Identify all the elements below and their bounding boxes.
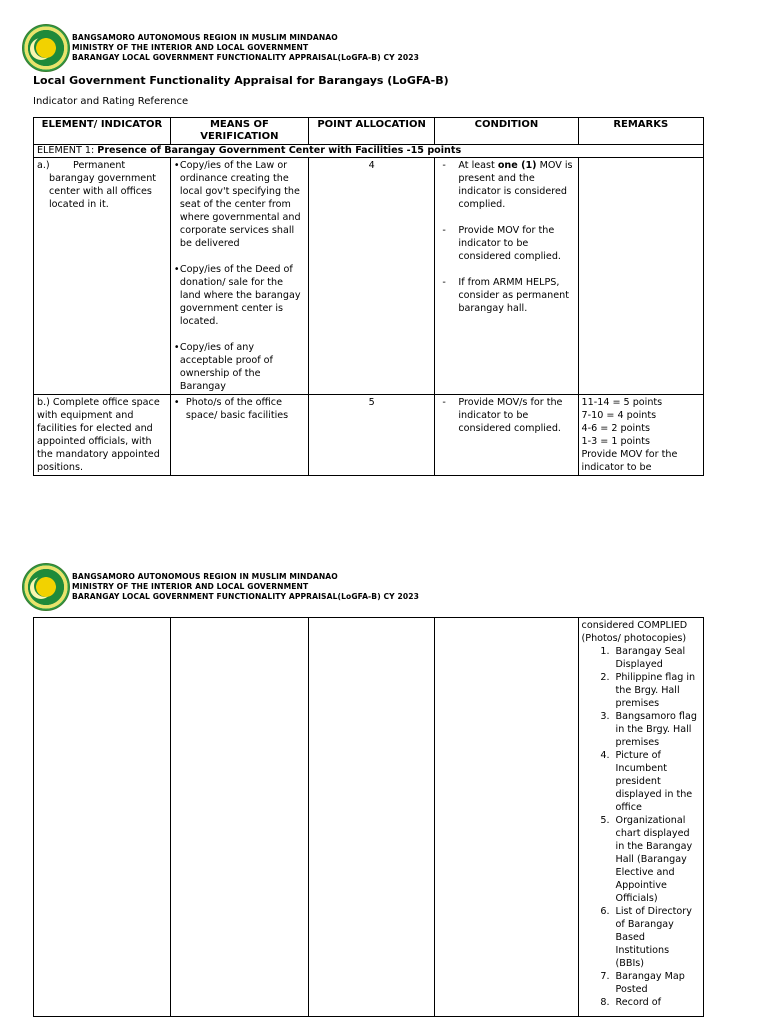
- mov-cont-cell: [170, 618, 308, 1017]
- indicator-a-cell: [34, 158, 171, 395]
- document-subtitle: Indicator and Rating Reference: [33, 96, 189, 107]
- remarks-b-line: 7-10 = 4 points: [581, 410, 657, 421]
- condition-a-cell: [435, 158, 578, 395]
- condition-a-1: At least one (1) MOV is present and the indicator is considered complied.: [458, 160, 573, 210]
- remarks-b-line: 4-6 = 2 points: [581, 423, 650, 434]
- list-item: 6. List of Directory of Barangay Based Institutions (BBIs): [600, 906, 692, 969]
- mov-a-cell: [170, 158, 308, 395]
- list-item: 3. Bangsamoro flag in the Brgy. Hall premises: [600, 711, 697, 748]
- document-page-2: [0, 548, 768, 1024]
- points-b-cell: 5: [308, 395, 434, 476]
- header-remarks: REMARKS: [578, 118, 703, 145]
- dash-icon: -: [442, 397, 446, 408]
- page-header: [22, 563, 722, 613]
- header-appraisal: BARANGAY LOCAL GOVERNMENT FUNCTIONALITY APPRAISAL(LoGFA-B) CY 2023: [72, 592, 420, 601]
- list-item: 1. Barangay Seal Displayed: [600, 646, 686, 670]
- document-page-1: [0, 0, 768, 500]
- indicator-table-continued: [33, 617, 704, 1017]
- table-row: [34, 618, 704, 1017]
- barmm-seal-icon: [22, 24, 70, 72]
- header-region: BANGSAMORO AUTONOMOUS REGION IN MUSLIM MINDANAO: [72, 33, 338, 42]
- list-item: 8. Record of: [600, 997, 661, 1008]
- indicator-cont-cell: [34, 618, 171, 1017]
- condition-a-3: If from ARMM HELPS, consider as permanent barangay hall.: [458, 277, 569, 314]
- dash-icon: -: [442, 160, 446, 171]
- condition-cont-cell: [435, 618, 578, 1017]
- points-a-cell: 4: [308, 158, 434, 395]
- indicator-a-text: barangay government center with all offices located in it.: [49, 173, 157, 210]
- remarks-lead: considered COMPLIED (Photos/ photocopies): [581, 620, 688, 644]
- header-appraisal: BARANGAY LOCAL GOVERNMENT FUNCTIONALITY APPRAISAL(LoGFA-B) CY 2023: [72, 53, 420, 62]
- bullet-icon: •: [173, 342, 180, 353]
- mov-a-item-1: Copy/ies of the Law or ordinance creating the local gov't specifying the seat of the center from where governmental and corporate services shall be delivered: [179, 160, 301, 249]
- list-item: 7. Barangay Map Posted: [600, 971, 685, 995]
- page-header: [22, 24, 722, 74]
- mov-b-cell: [170, 395, 308, 476]
- header-ministry: MINISTRY OF THE INTERIOR AND LOCAL GOVERNMENT: [72, 582, 309, 591]
- indicator-b-cell: b.) Complete office space with equipment and facilities for elected and appointed officials, with the mandatory appointed positions.: [34, 395, 171, 476]
- list-item: 4. Picture of Incumbent president displayed in the office: [600, 750, 693, 813]
- element-1-prefix: ELEMENT 1:: [37, 145, 98, 156]
- header-ministry: MINISTRY OF THE INTERIOR AND LOCAL GOVERNMENT: [72, 43, 309, 52]
- condition-a-2: Provide MOV for the indicator to be considered complied.: [458, 225, 561, 262]
- remarks-b-line: 11-14 = 5 points: [581, 397, 663, 408]
- header-condition: CONDITION: [435, 118, 578, 145]
- document-title: Local Government Functionality Appraisal for Barangays (LoGFA-B): [33, 74, 449, 87]
- list-item: 5. Organizational chart displayed in the Barangay Hall (Barangay Elective and Appointive Officials): [600, 815, 693, 904]
- indicator-a-label: a.): [37, 160, 50, 171]
- dash-icon: -: [442, 225, 446, 236]
- dash-icon: -: [442, 277, 446, 288]
- bullet-icon: •: [173, 397, 180, 408]
- remarks-b-line: Provide MOV for the indicator to be: [581, 449, 678, 473]
- table-row: [34, 158, 704, 395]
- mov-a-item-3: Copy/ies of any acceptable proof of ownership of the Barangay: [179, 342, 273, 392]
- remarks-cont-cell: [578, 618, 703, 1017]
- table-row: [34, 395, 704, 476]
- indicator-table: [33, 117, 704, 476]
- remarks-a-cell: [578, 158, 703, 395]
- element-1-title: Presence of Barangay Government Center with Facilities -15 points: [97, 145, 462, 156]
- bullet-icon: •: [173, 264, 180, 275]
- indicator-a-first-line: Permanent: [73, 160, 126, 171]
- header-point-allocation: POINT ALLOCATION: [308, 118, 434, 145]
- mov-b-item-1: Photo/s of the office space/ basic facilities: [185, 397, 289, 421]
- header-means-of-verification: MEANS OF VERIFICATION: [170, 118, 308, 145]
- condition-b-cell: [435, 395, 578, 476]
- header-element-indicator: ELEMENT/ INDICATOR: [34, 118, 171, 145]
- page-break: [0, 500, 768, 548]
- header-region: BANGSAMORO AUTONOMOUS REGION IN MUSLIM MINDANAO: [72, 572, 338, 581]
- remarks-b-cell: [578, 395, 703, 476]
- table-header-row: [34, 118, 704, 145]
- element-1-row: [34, 145, 704, 158]
- list-item: 2. Philippine flag in the Brgy. Hall premises: [600, 672, 696, 709]
- mov-a-item-2: Copy/ies of the Deed of donation/ sale for the land where the barangay government center is located.: [179, 264, 301, 327]
- remarks-b-line: 1-3 = 1 points: [581, 436, 650, 447]
- points-cont-cell: [308, 618, 434, 1017]
- condition-b-1: Provide MOV/s for the indicator to be considered complied.: [458, 397, 563, 434]
- barmm-seal-icon: [22, 563, 70, 611]
- bullet-icon: •: [173, 160, 180, 171]
